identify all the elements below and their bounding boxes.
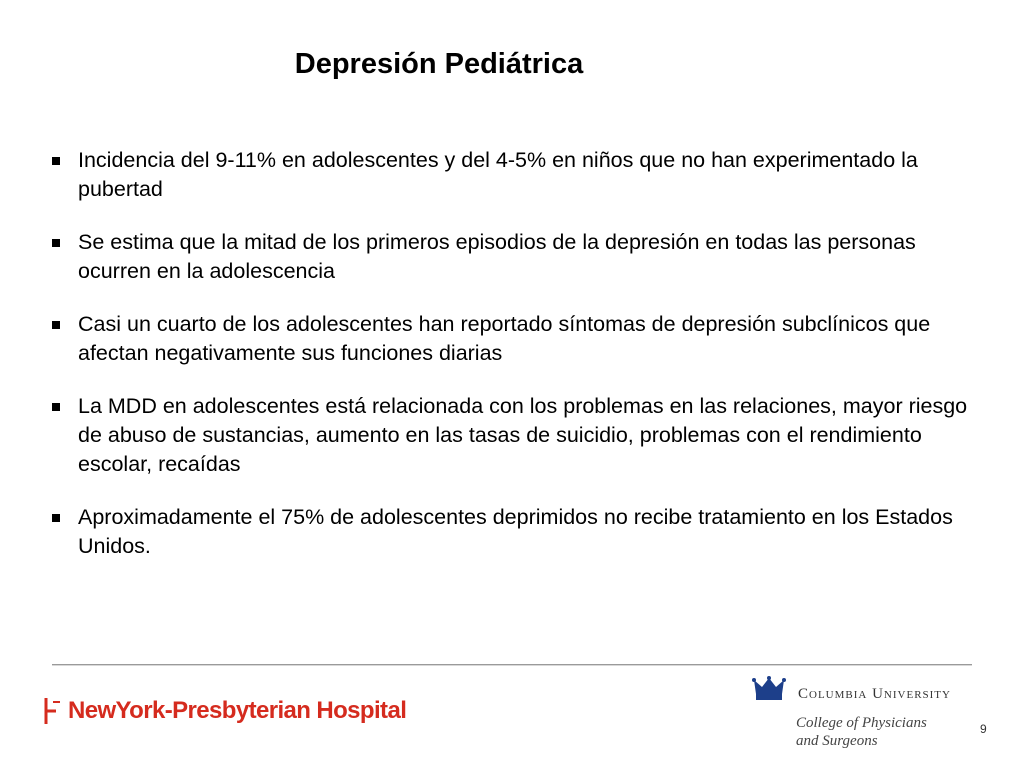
- bullet-item: [52, 146, 972, 204]
- square-bullet-icon: [52, 157, 60, 165]
- bullet-list: [52, 146, 972, 585]
- nyp-bracket-icon: [44, 696, 62, 726]
- page-number: 9: [980, 722, 987, 736]
- bullet-item: [52, 503, 972, 561]
- university-name: Columbia University: [798, 686, 951, 702]
- square-bullet-icon: [52, 321, 60, 329]
- crown-icon: [752, 676, 786, 702]
- square-bullet-icon: [52, 514, 60, 522]
- bullet-text: La MDD en adolescentes está relacionada con los problemas en las relaciones, mayor riesgo de abuso de sustancias, aumento en las tasas de suicidio, problemas con el rendimiento escolar, recaídas: [78, 394, 968, 476]
- bullet-item: [52, 392, 972, 479]
- bullet-text: Casi un cuarto de los adolescentes han reportado síntomas de depresión subclínicos que afectan negativamente sus funciones diarias: [78, 312, 931, 365]
- columbia-logo: [752, 676, 972, 756]
- nyp-logo: [44, 694, 406, 728]
- slide-title: Depresión Pediátrica: [294, 48, 584, 80]
- college-name: [796, 714, 966, 750]
- college-line-2: and Surgeons: [796, 733, 878, 749]
- square-bullet-icon: [52, 239, 60, 247]
- bullet-text: Incidencia del 9-11% en adolescentes y del 4-5% en niños que no han experimentado la pubertad: [78, 148, 918, 201]
- nyp-logo-text: NewYork-Presbyterian Hospital: [68, 697, 407, 724]
- bullet-text: Se estima que la mitad de los primeros episodios de la depresión en todas las personas ocurren en la adolescencia: [78, 230, 916, 283]
- bullet-item: [52, 228, 972, 286]
- square-bullet-icon: [52, 403, 60, 411]
- college-line-1: College of Physicians: [796, 715, 927, 731]
- bullet-item: [52, 310, 972, 368]
- bullet-text: Aproximadamente el 75% de adolescentes deprimidos no recibe tratamiento en los Estados Unidos.: [78, 505, 953, 558]
- footer-divider: [52, 664, 972, 666]
